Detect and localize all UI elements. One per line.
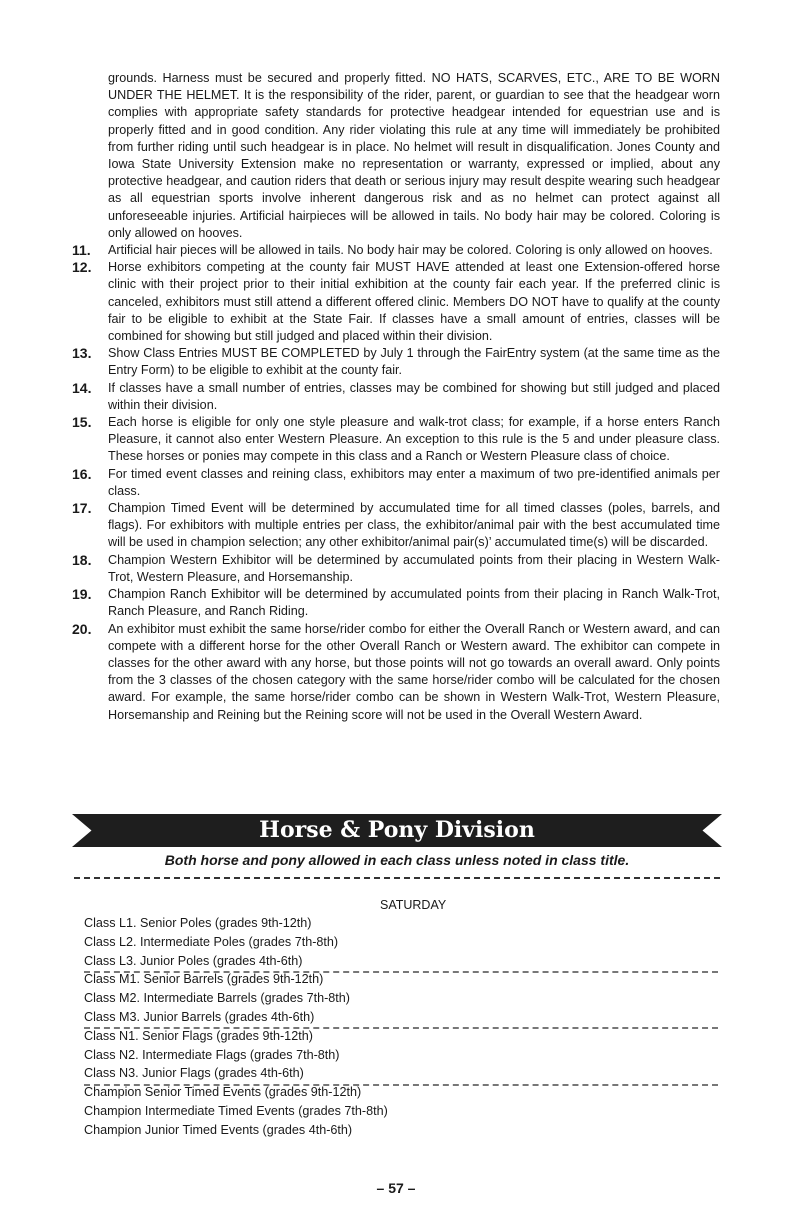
rule-item [72,500,720,552]
class-group-divider [84,1027,718,1029]
class-item: Class L3. Junior Poles (grades 4th-6th) [84,953,303,968]
rule-number: 12. [72,259,92,276]
class-item: Class N1. Senior Flags (grades 9th-12th) [84,1028,313,1043]
rule-number: 13. [72,345,92,362]
rule-text: Show Class Entries MUST BE COMPLETED by July 1 through the FairEntry system (at the same time as the Entry Form) to be eligible to exhibit at the county fair. [108,346,720,378]
rule-item [72,242,720,259]
continued-rule-text: grounds. Harness must be secured and properly fitted. NO HATS, SCARVES, ETC., ARE TO BE WORN UNDER THE HELMET. It is the responsibility of the rider, parent, or guardian to see that the headgear worn complies with appropriate safety standards for protective headgear intended for equestrian use and is properly fitted and in good condition. Any rider violating this rule at any time will immediately be prohibited from further riding until such headgear is in place. No helmet will result in disqualification. Jones County and Iowa State University Extension make no representation or warranty, expressed or implied, about any protective headgear, and caution riders that death or serious injury may result despite wearing such headgear as all equestrian sports involve inherent dangerous risk and as no helmet can protect against all unforeseeable injuries. Artificial hairpieces will be allowed in tails. No body hair may be colored. Coloring is only allowed on hooves. [108,71,720,240]
rule-text: Champion Ranch Exhibitor will be determined by accumulated points from their placing in Ranch Walk-Trot, Ranch Pleasure, and Ranch Riding. [108,587,720,619]
rule-number: 14. [72,379,92,396]
day-heading: SATURDAY [380,898,447,912]
rule-text: If classes have a small number of entries, classes may be combined for showing but still judged and placed within their division. [108,380,720,412]
rule-item [72,345,720,379]
rule-item [72,259,720,345]
rule-text: Artificial hair pieces will be allowed in tails. No body hair may be colored. Coloring is only allowed on hooves. [108,243,713,258]
rule-item [72,414,720,466]
division-title: Horse & Pony Division [259,817,535,843]
class-group-divider [84,971,718,973]
rule-number: 11. [72,242,91,259]
rule-number: 16. [72,465,92,482]
rule-text: For timed event classes and reining class, exhibitors may enter a maximum of two pre-identified animals per class. [108,466,720,498]
rule-text: Horse exhibitors competing at the county fair MUST HAVE attended at least one Extension-offered horse clinic with their project prior to their initial exhibition at the county fair each year. If the preferred clinic is canceled, exhibitors must still attend a different offered clinic. Members DO NOT have to qualify at the county fair to be eligible to exhibit at the State Fair. If classes have a small amount of entries, classes will be combined for showing but still judged and placed within their division. [108,260,720,344]
rule-text: Champion Western Exhibitor will be determined by accumulated points from their placing in Western Walk-Trot, Western Pleasure, and Horsemanship. [108,552,720,584]
class-item: Class L2. Intermediate Poles (grades 7th-8th) [84,934,339,949]
class-item: Class L1. Senior Poles (grades 9th-12th) [84,916,312,930]
class-item: Champion Junior Timed Events (grades 4th-6th) [84,1122,353,1137]
class-item: Class N2. Intermediate Flags (grades 7th-8th) [84,1047,340,1062]
rule-item [72,466,720,500]
rule-item [72,621,720,724]
rule-number: 15. [72,414,92,431]
division-subtitle: Both horse and pony allowed in each class unless noted in class title. [164,852,630,868]
page-number: – 57 – [376,1180,416,1196]
section-divider [74,877,720,879]
rule-item [72,586,720,620]
rule-item [72,380,720,414]
rule-item [72,552,720,586]
rule-text: Each horse is eligible for only one style pleasure and walk-trot class; for example, if a horse enters Ranch Pleasure, it cannot also enter Western Pleasure. An exception to this rule is the 5 and under pleasure class. These horses or ponies may compete in this class and a Ranch or Western Pleasure class of choice. [108,415,720,464]
class-item: Class M2. Intermediate Barrels (grades 7th-8th) [84,991,350,1006]
rules-list [72,70,720,724]
rule-number: 20. [72,620,92,637]
rule-number: 19. [72,586,92,603]
class-item: Class M1. Senior Barrels (grades 9th-12th) [84,972,324,987]
class-item: Champion Intermediate Timed Events (grades 7th-8th) [84,1103,388,1118]
class-item: Class N3. Junior Flags (grades 4th-6th) [84,1066,304,1081]
rule-text: Champion Timed Event will be determined by accumulated time for all timed classes (poles, barrels, and flags). For exhibitors with multiple entries per class, the exhibitor/animal pair with the best accumulated time will be used in champion selection; any other exhibitor/animal pair(s)’ accumulated time(s) will be discarded. [108,501,720,550]
rule-number: 18. [72,551,92,568]
class-group-divider [84,1084,718,1086]
rule-text: An exhibitor must exhibit the same horse/rider combo for either the Overall Ranch or Western award, and can compete with a different horse for the other Overall Ranch or Western award. The exhibitor can compete in classes for the other award with any horse, but those points will not go towards an overall award. Only points from the 3 classes of the chosen category with the same horse/rider combo will be calculated for the chosen award. For example, the same horse/rider combo can be shown in Western Walk-Trot, Western Pleasure, Horsemanship and Reining but the Reining score will not be used in the Overall Western Award. [108,621,720,722]
class-item: Class M3. Junior Barrels (grades 4th-6th) [84,1009,315,1024]
class-item: Champion Senior Timed Events (grades 9th-12th) [84,1085,362,1100]
rule-number: 17. [72,500,92,517]
